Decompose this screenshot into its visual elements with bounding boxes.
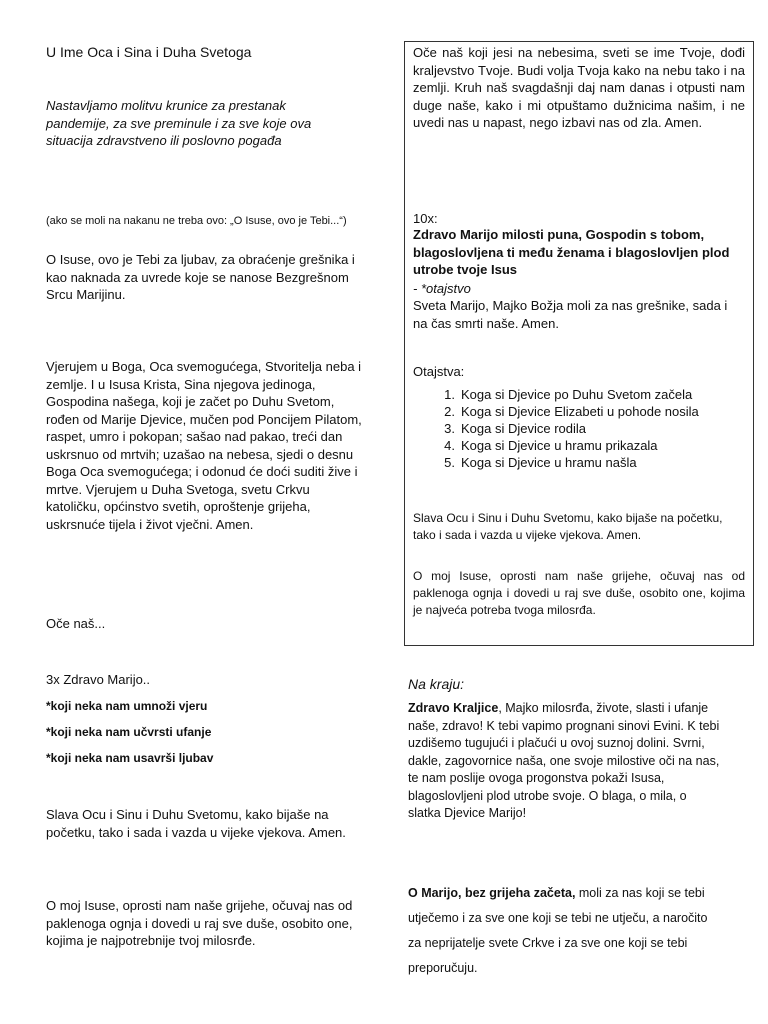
mystery-marker: - *otajstvo <box>413 281 471 296</box>
mystery-item: 3. Koga si Djevice rodila <box>444 421 587 436</box>
mystery-item: 1. Koga si Djevice po Duhu Svetom začela <box>444 387 693 402</box>
na-kraju-label: Na kraju: <box>408 676 465 692</box>
offering-prayer: O Isuse, ovo je Tebi za ljubav, za obraćenje grešnika i kao naknada za uvrede koje se nanose Bezgrešnom Srcu Marijinu. <box>46 252 355 302</box>
fatima-prayer-box: O moj Isuse, oprosti nam naše grijehe, očuvaj nas od paklenoga ognja i dovedi u raj sve duše, osobito one, kojima je najveća potreba tvoga milosrđa. <box>413 569 745 617</box>
mysteries-title: Otajstva: <box>413 364 465 379</box>
prayer-heading: U Ime Oca i Sina i Duha Svetoga <box>46 44 252 60</box>
intention-intro-end: situacija zdravstveno ili poslovno pogađa <box>46 133 282 148</box>
three-hail-marys: 3x Zdravo Marijo.. <box>46 672 151 687</box>
mysteries-list <box>444 386 747 471</box>
immaculate-prayer-title: O Marijo, bez grijeha začeta, <box>408 886 576 900</box>
intention-hope: *koji neka nam učvrsti ufanje <box>46 725 212 739</box>
our-father-full: Oče naš koji jesi na nebesima, sveti se ime Tvoje, dođi kraljevstvo Tvoje. Budi volja Tvoja kako na nebu tako i na zemlji. Kruh naš svagdašnji daj nam danas i otpusti nam duge naše, kako i mi otpuštamo dužnicima našim, i ne uvedi nas u napast, nego izbavi nas od zla. Amen. <box>413 45 745 130</box>
fatima-prayer-left: O moj Isuse, oprosti nam naše grijehe, očuvaj nas od paklenoga ognja i dovedi u raj sve duše, osobito one, kojima je najpotrebnije tvoj milosrđe. <box>46 898 353 948</box>
hail-holy-queen-title: Zdravo Kraljice <box>408 701 499 715</box>
intention-intro <box>46 97 346 150</box>
rosary-decade-box <box>404 41 754 646</box>
our-father-short: Oče naš... <box>46 616 106 631</box>
mystery-item: 4. Koga si Djevice u hramu prikazala <box>444 438 658 453</box>
ten-times-label: 10x: <box>413 211 438 226</box>
intention-love: *koji neka nam usavrši ljubav <box>46 751 214 765</box>
apostles-creed: Vjerujem u Boga, Oca svemogućega, Stvoritelja neba i zemlje. I u Isusa Krista, Sina njegova jedinoga, Gospodina našega, koji je začet po Duhu Svetom, rođen od Marije Djevice, mučen pod Poncijem Pilatom, raspet, umro i pokopan; sašao nad pakao, treći dan uskrsnuo od mrtvih; uzašao na nebesa, sjedi o desnu Boga Oca svemogućega; i odonud će doći suditi žive i mrtve. Vjerujem u Duha Svetoga, svetu Crkvu katoličku, općinstvo svetih, oproštenje grijeha, uskrsnuće tijela i život vječni. Amen. <box>46 359 362 532</box>
mystery-item: 2. Koga si Djevice Elizabeti u pohode nosila <box>444 404 699 419</box>
mystery-item: 5. Koga si Djevice u hramu našla <box>444 455 637 470</box>
hail-holy-queen-body: , Majko milosrđa, živote, slasti i ufanje naše, zdravo! K tebi vapimo prognani sinovi Evini. K tebi uzdišemo tugujući i plačući u ovoj suznoj dolini. Svrni, dakle, zagovornice naša, one svoje milostive oči na nas, te nam poslije ovoga progonstva pokaži Isusa, blagoslovljeni plod utrobe svoje. O blaga, o mila, o slatka Djevice Marijo! <box>408 701 720 820</box>
hail-mary-prayer: Zdravo Marijo milosti puna, Gospodin s tobom, blagoslovljena ti među ženama i blagoslovljen plod utrobe tvoje Isus <box>413 227 730 277</box>
intention-intro-main: Nastavljamo molitvu krunice za prestanak pandemije, za sve preminule i za sve koje ova <box>46 98 312 131</box>
immaculate-prayer <box>408 881 724 981</box>
offering-note: (ako se moli na nakanu ne treba ovo: „O Isuse, ovo je Tebi...“) <box>46 215 347 227</box>
holy-mary-prayer: Sveta Marijo, Majko Božja moli za nas grešnike, sada i na čas smrti naše. Amen. <box>413 298 728 331</box>
intention-faith: *koji neka nam umnoži vjeru <box>46 699 208 713</box>
glory-be-box: Slava Ocu i Sinu i Duhu Svetomu, kako bijaše na početku, tako i sada i vazda u vijeke vjekova. Amen. <box>413 511 723 542</box>
immaculate-prayer-body: moli za nas koji se tebi utječemo i za sve one koji se tebi ne utječu, a naročito za neprijatelje svete Crkve i za sve one koji se tebi preporučuju. <box>408 886 708 975</box>
hail-holy-queen <box>408 700 722 823</box>
glory-be-left: Slava Ocu i Sinu i Duhu Svetomu, kako bijaše na početku, tako i sada i vazda u vijeke vjekova. Amen. <box>46 807 346 840</box>
